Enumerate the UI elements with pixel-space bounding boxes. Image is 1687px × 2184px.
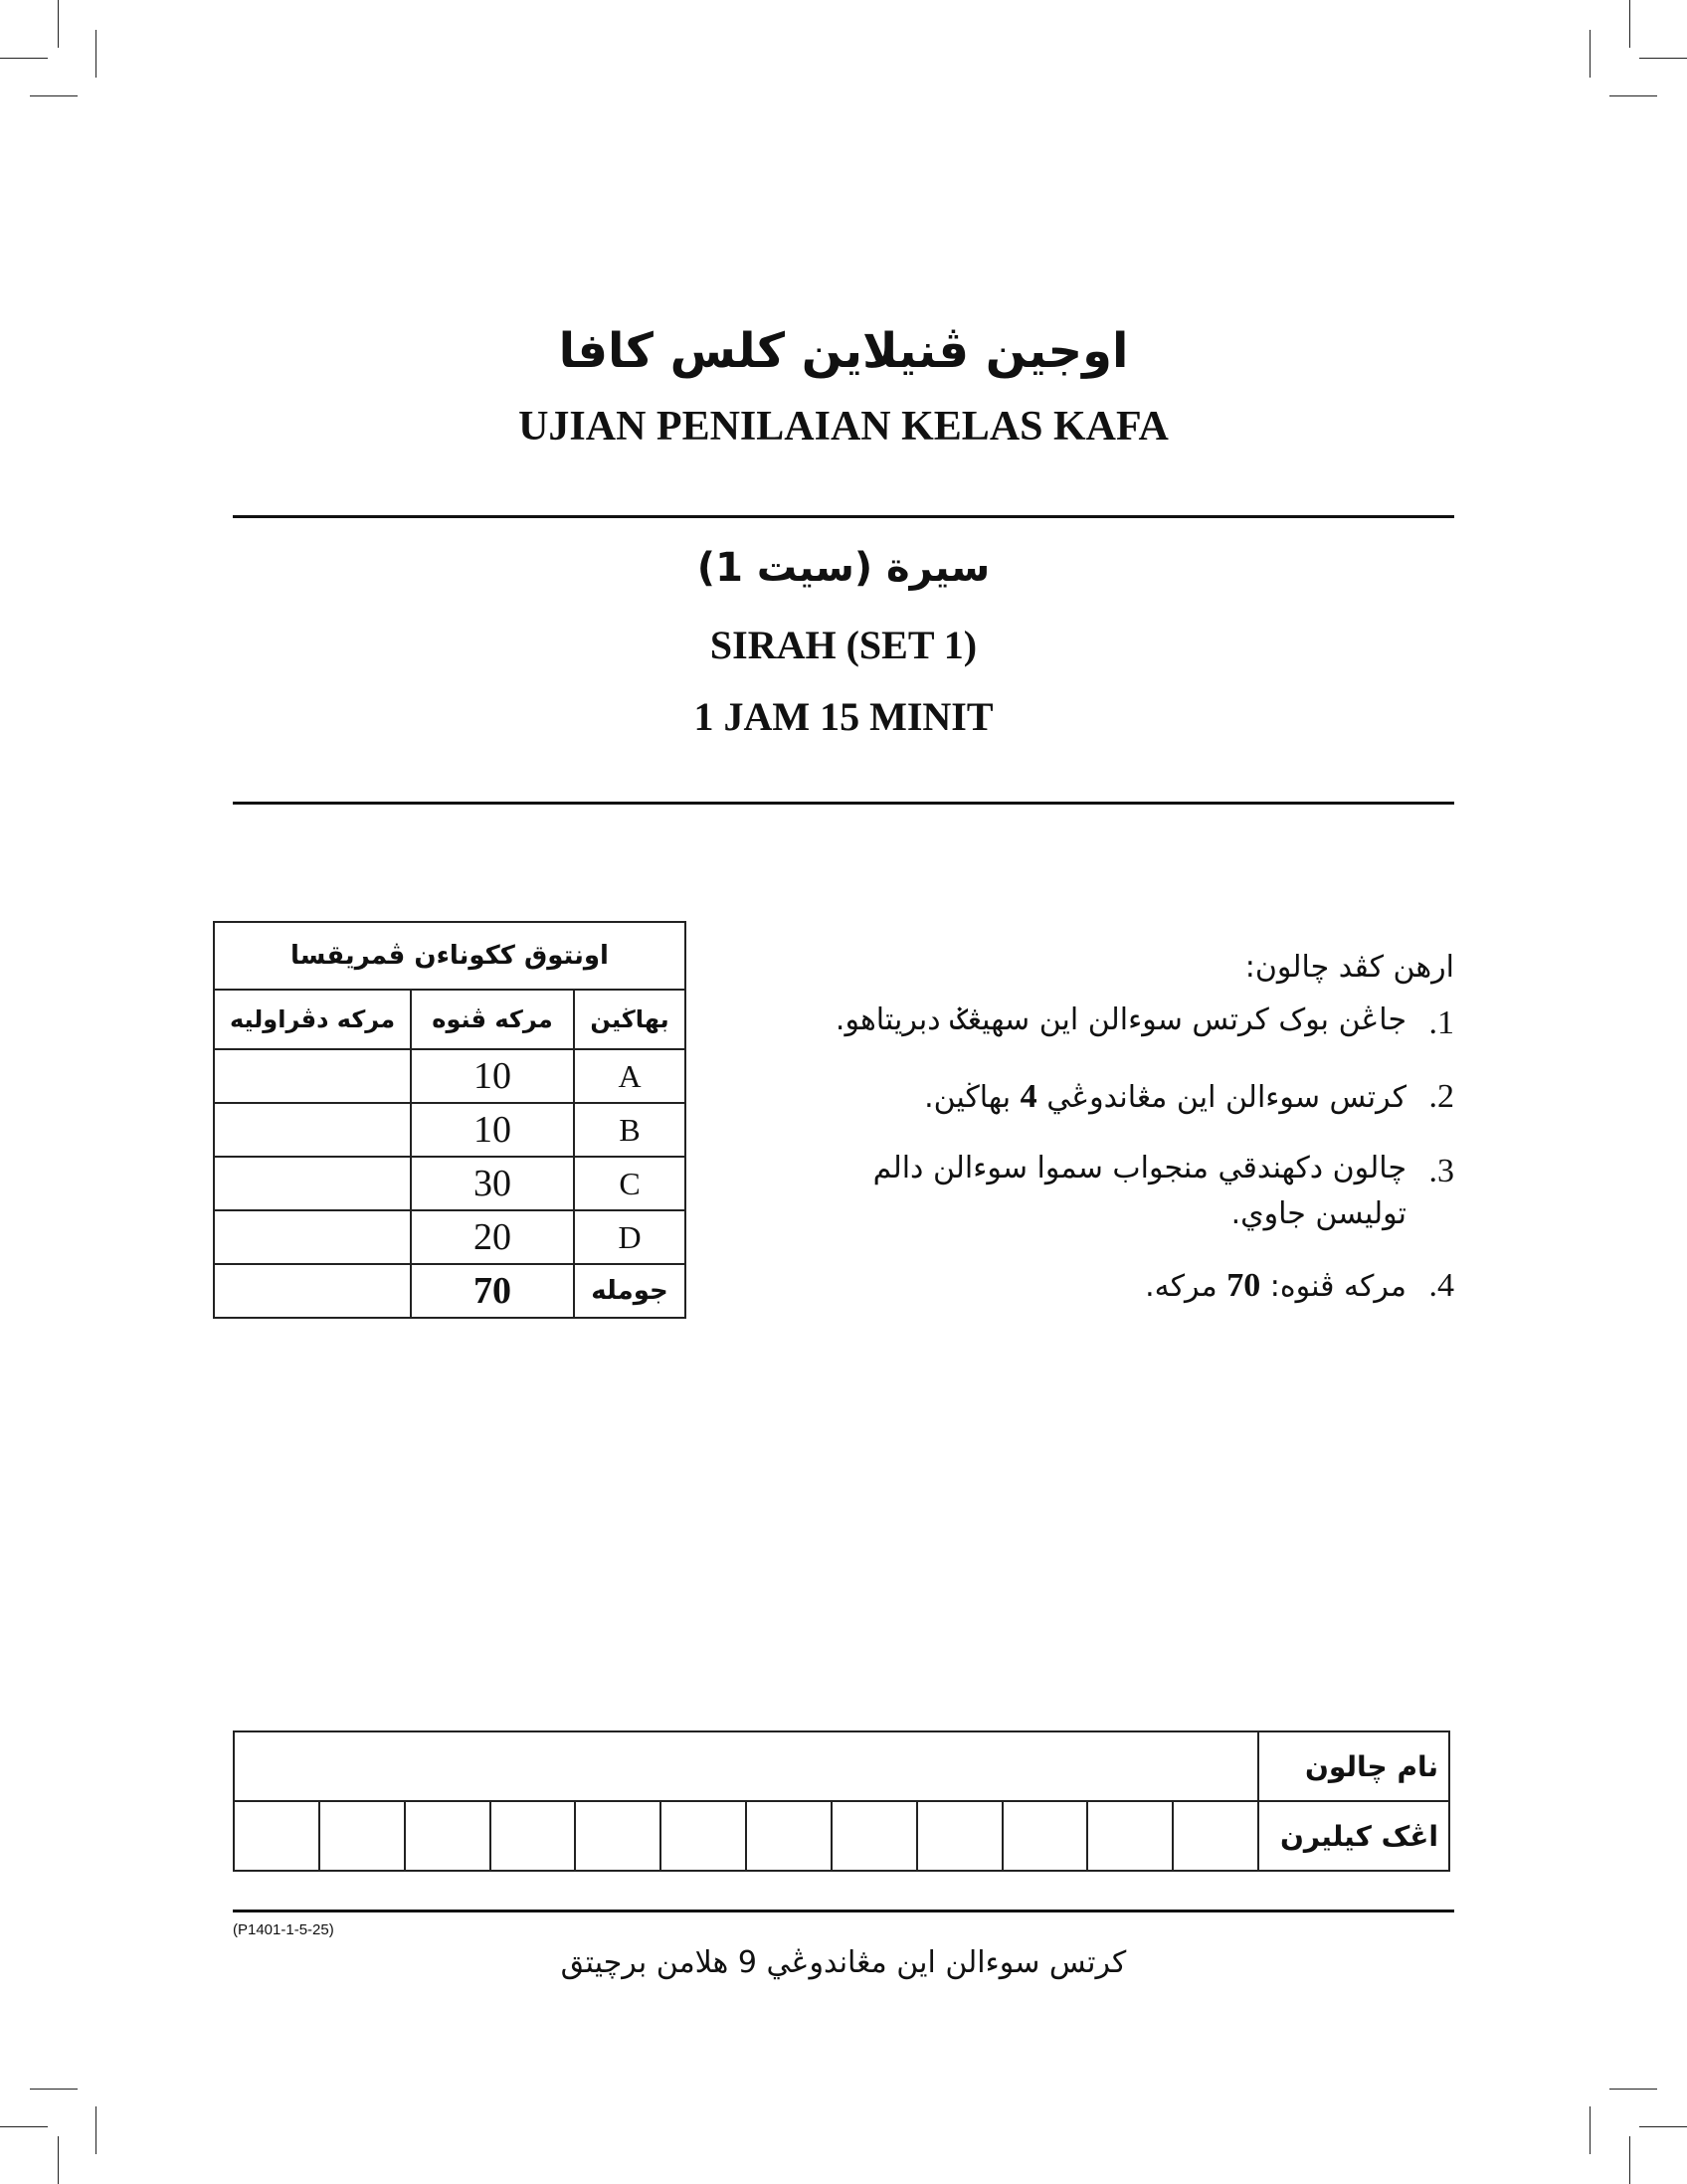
candidate-name-label: نام چالون	[1258, 1731, 1449, 1801]
crop-mark	[1629, 0, 1630, 48]
total-marks-cell: 70	[411, 1264, 574, 1318]
id-digit-box[interactable]	[319, 1801, 405, 1871]
instruction-item	[698, 1146, 1454, 1238]
section-cell: B	[574, 1103, 685, 1157]
column-header: بهاڬين	[574, 990, 685, 1049]
instruction-item	[698, 1260, 1454, 1313]
subject-title-jawi: سيرة (سيت 1)	[696, 545, 991, 591]
id-digit-box[interactable]	[832, 1801, 917, 1871]
emphasis: 70	[1226, 1266, 1261, 1304]
exam-title-jawi: اوجين ڤنيلاين کلس کافا	[558, 323, 1129, 379]
section-cell: C	[574, 1157, 685, 1210]
crop-mark	[58, 2136, 59, 2184]
table-row	[214, 1049, 685, 1103]
id-digit-box[interactable]	[917, 1801, 1003, 1871]
obtained-marks-cell[interactable]	[214, 1049, 411, 1103]
table-row	[214, 1157, 685, 1210]
crop-mark	[95, 30, 96, 78]
exam-title: UJIAN PENILAIAN KELAS KAFA	[518, 404, 1169, 450]
id-digit-box[interactable]	[1173, 1801, 1258, 1871]
column-header: مرکه ڤنوه	[411, 990, 574, 1049]
id-digit-box[interactable]	[405, 1801, 490, 1871]
crop-mark	[95, 2106, 96, 2154]
subject-title: SIRAH (SET 1)	[709, 623, 978, 667]
item-number: 4.	[1428, 1266, 1454, 1304]
crop-mark	[1639, 58, 1687, 59]
emphasis: 4	[1020, 1078, 1037, 1116]
obtained-total-cell[interactable]	[214, 1264, 411, 1318]
instructions-heading: ارهن کڤد چالون:	[1244, 950, 1454, 985]
instruction-item	[698, 998, 1454, 1050]
crop-mark	[1609, 95, 1657, 96]
candidate-id-label: اڠک کيليرن	[1258, 1801, 1449, 1871]
exam-duration: 1 JAM 15 MINIT	[693, 694, 994, 739]
total-row	[214, 1264, 685, 1318]
id-digit-box[interactable]	[234, 1801, 319, 1871]
examiner-marks-table	[213, 921, 686, 1319]
crop-mark	[1629, 2136, 1630, 2184]
item-text: کرتس سوءالن اين مڠاندوڠي 4 بهاڬين.	[924, 1078, 1406, 1116]
table-row	[214, 1210, 685, 1264]
table-caption: اونتوق ککوناءن ڤمريقسا	[214, 922, 685, 990]
item-text: جاڠن بوک کرتس سوءالن اين سهيڠݢ دبريتاهو.	[835, 1001, 1406, 1037]
divider	[233, 515, 1454, 518]
instructions	[698, 945, 1454, 1335]
crop-mark	[30, 95, 78, 96]
section-cell: A	[574, 1049, 685, 1103]
id-digit-box[interactable]	[746, 1801, 832, 1871]
crop-mark	[30, 2089, 78, 2090]
item-text: مرکه ڤنوه: 70 مرکه.	[1145, 1266, 1406, 1304]
crop-mark	[58, 0, 59, 48]
id-digit-box[interactable]	[575, 1801, 660, 1871]
section-cell: D	[574, 1210, 685, 1264]
item-text: چالون دکهندقي منجواب سموا سوءالن دالم توليسن جاوي.	[872, 1150, 1406, 1232]
pages-note: کرتس سوءالن اين مڠاندوڠي 9 هلامن برچيتق	[560, 1945, 1127, 1980]
item-number: 3.	[1428, 1152, 1454, 1189]
crop-mark	[1639, 2126, 1687, 2127]
crop-mark	[1590, 2106, 1591, 2154]
candidate-name-field[interactable]	[234, 1731, 1258, 1801]
column-header: مرکه دڤراوليه	[214, 990, 411, 1049]
instruction-item	[698, 1071, 1454, 1124]
candidate-info-table	[233, 1730, 1450, 1872]
full-marks-cell: 30	[411, 1157, 574, 1210]
item-number: 2.	[1428, 1078, 1454, 1116]
crop-mark	[1609, 2089, 1657, 2090]
id-digit-box[interactable]	[1087, 1801, 1173, 1871]
paper-code: (P1401-1-5-25)	[233, 1921, 334, 1938]
full-marks-cell: 10	[411, 1103, 574, 1157]
item-number: 1.	[1428, 1003, 1454, 1041]
divider	[233, 1910, 1454, 1912]
crop-mark	[1590, 30, 1591, 78]
obtained-marks-cell[interactable]	[214, 1157, 411, 1210]
full-marks-cell: 10	[411, 1049, 574, 1103]
obtained-marks-cell[interactable]	[214, 1103, 411, 1157]
table-row	[214, 1103, 685, 1157]
crop-mark	[0, 58, 48, 59]
id-digit-box[interactable]	[490, 1801, 576, 1871]
crop-mark	[0, 2126, 48, 2127]
divider	[233, 802, 1454, 805]
id-digit-box[interactable]	[660, 1801, 746, 1871]
obtained-marks-cell[interactable]	[214, 1210, 411, 1264]
full-marks-cell: 20	[411, 1210, 574, 1264]
id-digit-box[interactable]	[1003, 1801, 1088, 1871]
total-label: جومله	[574, 1264, 685, 1318]
